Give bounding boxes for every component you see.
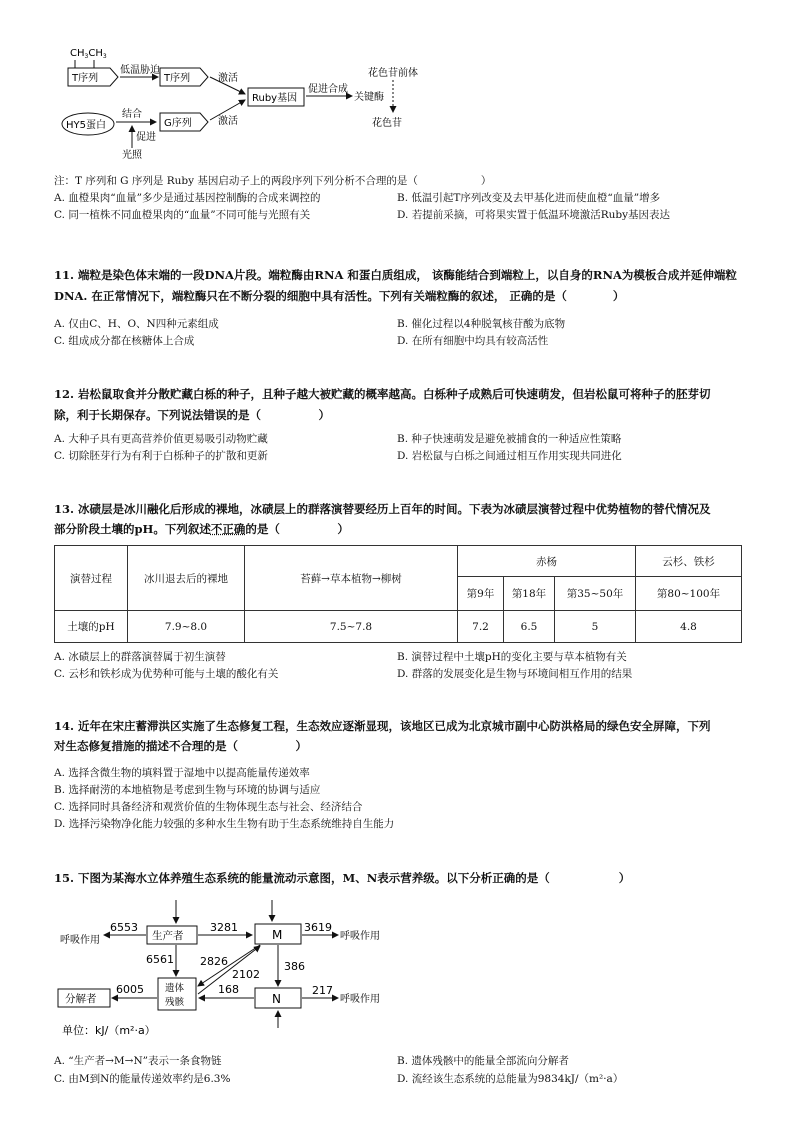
q12-stem-line2: 除，利于长期保存。下列说法错误的是（ ） <box>54 408 330 422</box>
activate-label-2: 激活 <box>218 116 238 127</box>
q15-stem: 15. 下图为某海水立体养殖生态系统的能量流动示意图，M、N表示营养级。以下分析正确的是（ ） <box>54 871 631 885</box>
precursor-label: 花色苷前体 <box>368 68 418 79</box>
table-spruce: 云杉、铁杉 <box>636 546 742 577</box>
q13-emphasis: 不正确 <box>210 522 246 536</box>
table-ph-35: 5 <box>555 611 636 643</box>
value-217: 217 <box>312 984 333 997</box>
table-moss: 苔藓→草本植物→柳树 <box>245 546 458 611</box>
hy5-protein-label: HY5蛋白 <box>66 120 106 131</box>
value-386: 386 <box>284 960 305 973</box>
q12-option-a[interactable]: A. 大种子具有更高营养价值更易吸引动物贮藏 <box>54 433 268 445</box>
q10-option-d[interactable]: D. 若提前采摘，可将果实置于低温环境激活Ruby基因表达 <box>397 209 671 221</box>
unit-label: 单位：kJ/（m²·a） <box>62 1024 156 1037</box>
respiration-label-left: 呼吸作用 <box>60 935 100 946</box>
q13-stem-line1: 13. 冰碛层是冰川融化后形成的裸地，冰碛层上的群落演替要经历上百年的时间。下表为冰碛层演替过程中优势植物的替代情况及 <box>54 502 711 516</box>
q14-option-b[interactable]: B. 选择耐涝的本地植物是考虑到生物与环境的协调与适应 <box>54 784 321 796</box>
t-sequence-label-2: T序列 <box>164 73 191 84</box>
table-ph-9: 7.2 <box>458 611 504 643</box>
table-bare: 冰川退去后的裸地 <box>128 546 245 611</box>
table-y80: 第80~100年 <box>636 577 742 611</box>
light-label: 光照 <box>122 150 142 161</box>
activate-label-1: 激活 <box>218 73 238 84</box>
q12-option-b[interactable]: B. 种子快速萌发是避免被捕食的一种适应性策略 <box>397 433 622 445</box>
q14-stem-line2: 对生态修复措施的描述不合理的是（ ） <box>54 739 307 753</box>
table-ph-moss: 7.5~7.8 <box>245 611 458 643</box>
q14-stem-line1: 14. 近年在宋庄蓄滞洪区实施了生态修复工程，生态效应逐渐显现，该地区已成为北京城市副中心防洪格局的绿色安全屏障，下列 <box>54 719 711 733</box>
q10-option-c[interactable]: C. 同一植株不同血橙果肉的“血量”不同可能与光照有关 <box>54 209 311 221</box>
table-ph-18: 6.5 <box>504 611 555 643</box>
g-sequence-label: G序列 <box>164 118 192 129</box>
respiration-label-m: 呼吸作用 <box>340 931 380 942</box>
promote-label: 促进 <box>136 132 156 143</box>
producer-label: 生产者 <box>152 930 184 942</box>
value-2102: 2102 <box>232 968 260 981</box>
table-ph-bare: 7.9~8.0 <box>128 611 245 643</box>
q15-option-d[interactable]: D. 流经该生态系统的总能量为9834kJ/（m²·a） <box>397 1073 624 1085</box>
t-sequence-label: T序列 <box>72 73 99 84</box>
key-enzyme-label: 关键酶 <box>354 92 384 103</box>
table-ph-head: 土壤的pH <box>55 611 128 643</box>
table-alder: 赤杨 <box>458 546 636 577</box>
decomposer-label: 分解者 <box>65 993 97 1005</box>
value-6005: 6005 <box>116 983 144 996</box>
table-y18: 第18年 <box>504 577 555 611</box>
methyl-label: $CH_3CH_3$ <box>70 48 107 60</box>
q15-option-c[interactable]: C. 由M到N的能量传递效率约是6.3% <box>54 1073 231 1085</box>
q14-option-c[interactable]: C. 选择同时具备经济和观赏价值的生物体现生态与社会、经济结合 <box>54 801 363 813</box>
value-6561: 6561 <box>146 953 174 966</box>
q11-option-d[interactable]: D. 在所有细胞中均具有较高活性 <box>397 335 549 347</box>
succession-table <box>54 545 742 643</box>
q13-option-c[interactable]: C. 云杉和铁杉成为优势种可能与土壤的酸化有关 <box>54 668 279 680</box>
gene-regulation-diagram <box>50 44 450 164</box>
q12-option-c[interactable]: C. 切除胚芽行为有利于白栎种子的扩散和更新 <box>54 450 268 462</box>
q11-option-b[interactable]: B. 催化过程以4种脱氧核苷酸为底物 <box>397 318 566 330</box>
q12-stem-line1: 12. 岩松鼠取食并分散贮藏白栎的种子，且种子越大被贮藏的概率越高。白栎种子成熟后可快速萌发，但岩松鼠可将种子的胚芽切 <box>54 387 711 401</box>
q11-stem-line1: 11. 端粒是染色体末端的一段DNA片段。端粒酶由RNA 和蛋白质组成， 该酶能结合到端粒上，以自身的RNA为模板合成并延伸端粒 <box>54 268 737 282</box>
value-3619: 3619 <box>304 921 332 934</box>
q15-option-a[interactable]: A. “生产者→M→N”表示一条食物链 <box>54 1055 222 1067</box>
q10-option-b[interactable]: B. 低温引起T序列改变及去甲基化进而使血橙“血量”增多 <box>397 192 661 204</box>
n-label: N <box>272 992 281 1006</box>
value-3281: 3281 <box>210 921 238 934</box>
table-ph-80: 4.8 <box>636 611 742 643</box>
anthocyanin-label: 花色苷 <box>372 118 402 129</box>
value-168: 168 <box>218 983 239 996</box>
q11-stem-line2: DNA. 在正常情况下，端粒酶只在不断分裂的细胞中具有活性。下列有关端粒酶的叙述， 正确的是（ ） <box>54 289 625 303</box>
ruby-gene-label: Ruby基因 <box>252 93 298 104</box>
m-label: M <box>272 928 283 942</box>
q15-option-b[interactable]: B. 遗体残骸中的能量全部流向分解者 <box>397 1055 569 1067</box>
q13-option-d[interactable]: D. 群落的发展变化是生物与环境间相互作用的结果 <box>397 668 633 680</box>
energy-flow-diagram <box>50 890 450 1040</box>
q13-stem-line2: 部分阶段土壤的pH。下列叙述不正确的是（ ） <box>54 522 349 536</box>
table-row-head: 演替过程 <box>55 546 128 611</box>
table-y9: 第9年 <box>458 577 504 611</box>
q14-option-a[interactable]: A. 选择含微生物的填料置于湿地中以提高能量传递效率 <box>54 767 310 779</box>
q10-note: 注：T 序列和 G 序列是 Ruby 基因启动子上的两段序列下列分析不合理的是（ ） <box>54 175 492 187</box>
q14-option-d[interactable]: D. 选择污染物净化能力较强的多种水生生物有助于生态系统维持自生能力 <box>54 818 395 830</box>
q10-option-a[interactable]: A. 血橙果肉“血量”多少是通过基因控制酶的合成来调控的 <box>54 192 321 204</box>
value-2826: 2826 <box>200 955 228 968</box>
combine-label: 结合 <box>122 109 142 120</box>
respiration-label-n: 呼吸作用 <box>340 994 380 1005</box>
q13-option-b[interactable]: B. 演替过程中土壤pH的变化主要与草本植物有关 <box>397 651 627 663</box>
value-6553: 6553 <box>110 921 138 934</box>
remains-label-2: 残骸 <box>165 997 185 1008</box>
remains-label-1: 遗体 <box>165 983 185 994</box>
low-temp-label: 低温胁迫 <box>120 65 160 76</box>
promote-synthesis-label: 促进合成 <box>308 84 348 95</box>
q11-option-c[interactable]: C. 组成成分都在核糖体上合成 <box>54 335 195 347</box>
q13-option-a[interactable]: A. 冰碛层上的群落演替属于初生演替 <box>54 651 226 663</box>
q11-option-a[interactable]: A. 仅由C、H、O、N四种元素组成 <box>54 318 219 330</box>
q12-option-d[interactable]: D. 岩松鼠与白栎之间通过相互作用实现共同进化 <box>397 450 622 462</box>
table-y35: 第35~50年 <box>555 577 636 611</box>
